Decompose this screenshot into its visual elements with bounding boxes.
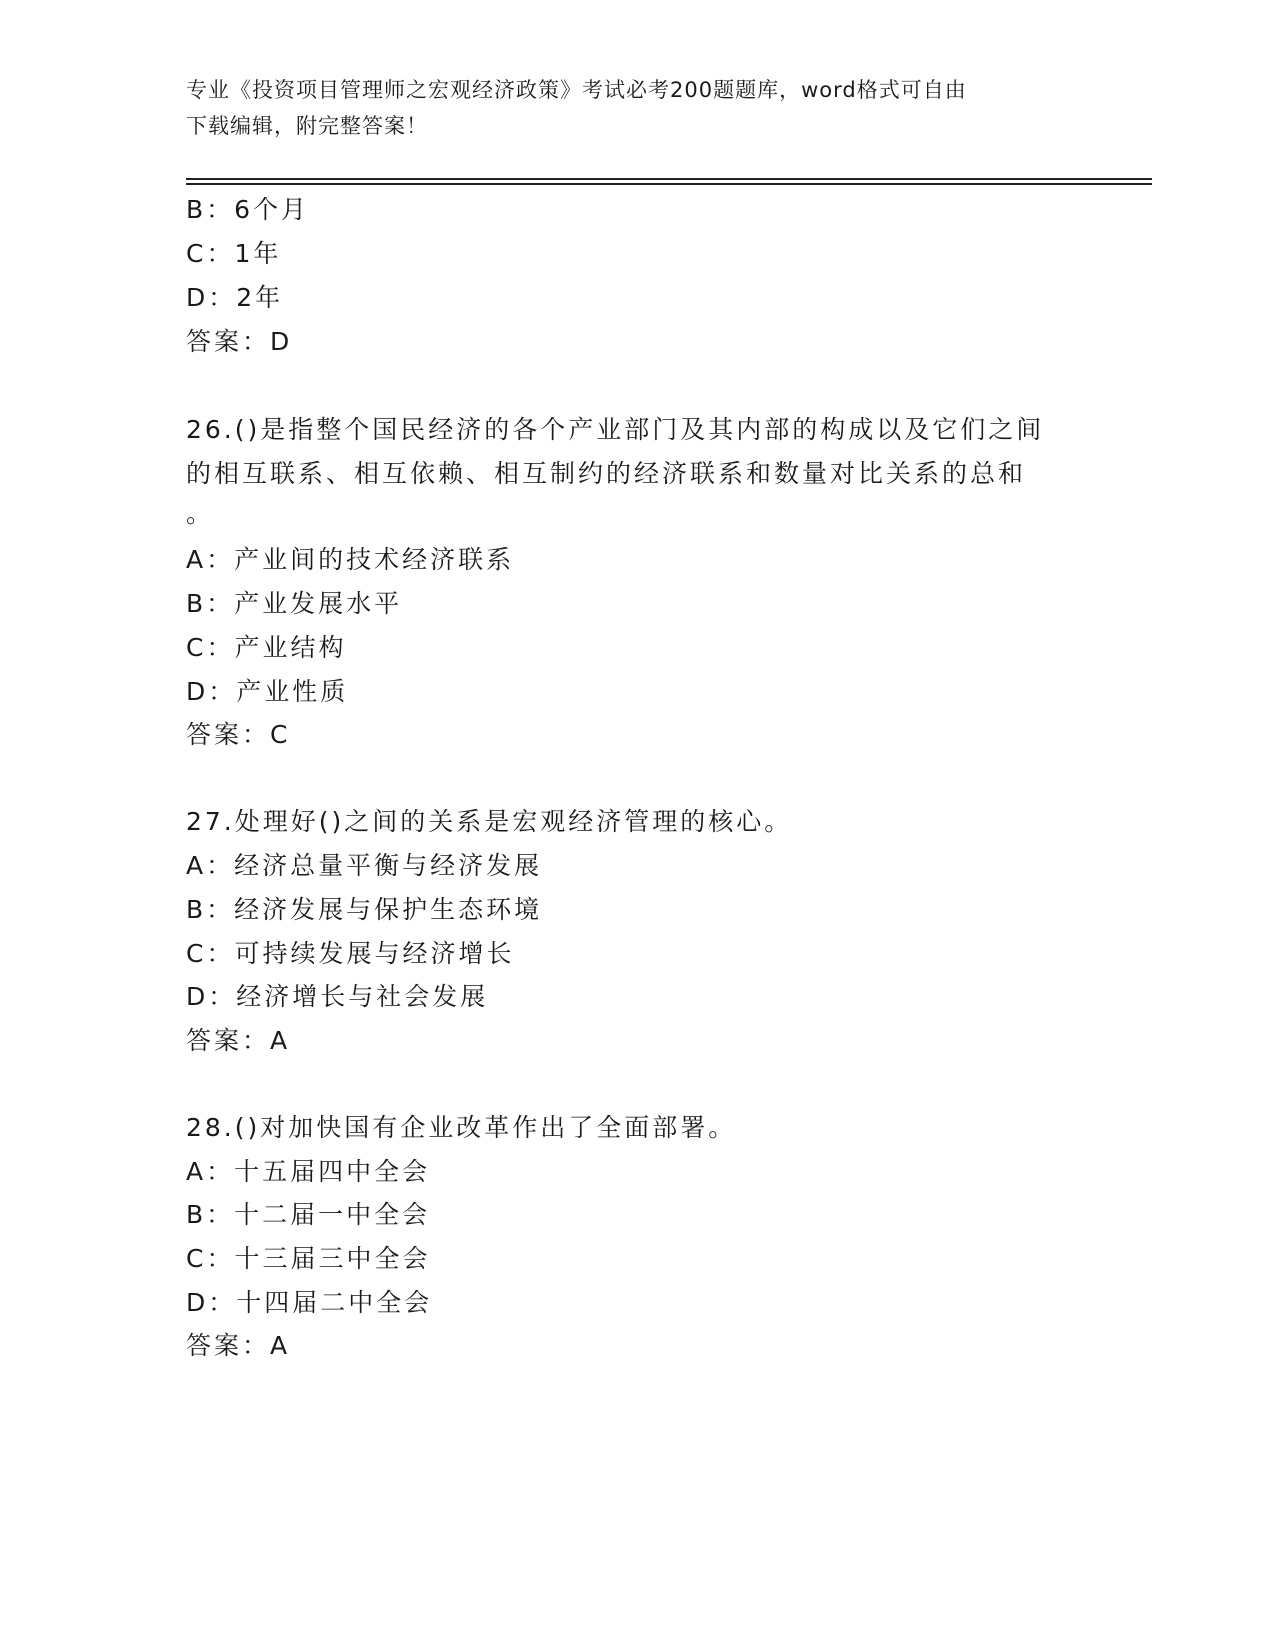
header-divider-bottom bbox=[186, 183, 1152, 185]
q27-stem-line-1: 27.处理好()之间的关系是宏观经济管理的核心。 bbox=[186, 807, 793, 836]
q27-option-b: B：经济发展与保护生态环境 bbox=[186, 895, 543, 924]
q25-option-c: C：1年 bbox=[186, 239, 282, 268]
q28-option-b: B：十二届一中全会 bbox=[186, 1200, 431, 1229]
q26-option-d: D：产业性质 bbox=[186, 677, 349, 706]
q25-option-d: D：2年 bbox=[186, 283, 284, 312]
q26-stem-line-3: 。 bbox=[186, 499, 215, 528]
header-divider-top bbox=[186, 178, 1152, 180]
q26-option-b: B：产业发展水平 bbox=[186, 589, 403, 618]
header-line-2: 下载编辑，附完整答案！ bbox=[186, 114, 428, 138]
header-line-1: 专业《投资项目管理师之宏观经济政策》考试必考200题题库，word格式可自由 bbox=[186, 78, 967, 102]
q26-answer: 答案：C bbox=[186, 720, 291, 749]
q26-option-a: A：产业间的技术经济联系 bbox=[186, 545, 515, 574]
q25-option-b: B：6个月 bbox=[186, 195, 310, 224]
q25-answer: 答案：D bbox=[186, 327, 293, 356]
q28-option-d: D：十四届二中全会 bbox=[186, 1288, 433, 1317]
document-header bbox=[186, 72, 1066, 144]
q26-stem-line-2: 的相互联系、相互依赖、相互制约的经济联系和数量对比关系的总和 bbox=[186, 459, 1027, 488]
q28-option-a: A：十五届四中全会 bbox=[186, 1157, 431, 1186]
q26-stem-line-1: 26.()是指整个国民经济的各个产业部门及其内部的构成以及它们之间 bbox=[186, 415, 1045, 444]
q27-option-a: A：经济总量平衡与经济发展 bbox=[186, 851, 543, 880]
q26-option-c: C：产业结构 bbox=[186, 633, 347, 662]
q28-option-c: C：十三届三中全会 bbox=[186, 1244, 431, 1273]
q27-answer: 答案：A bbox=[186, 1026, 291, 1055]
q28-answer: 答案：A bbox=[186, 1331, 291, 1360]
q28-stem-line-1: 28.()对加快国有企业改革作出了全面部署。 bbox=[186, 1113, 737, 1142]
q27-option-d: D：经济增长与社会发展 bbox=[186, 982, 489, 1011]
q27-option-c: C：可持续发展与经济增长 bbox=[186, 939, 515, 968]
